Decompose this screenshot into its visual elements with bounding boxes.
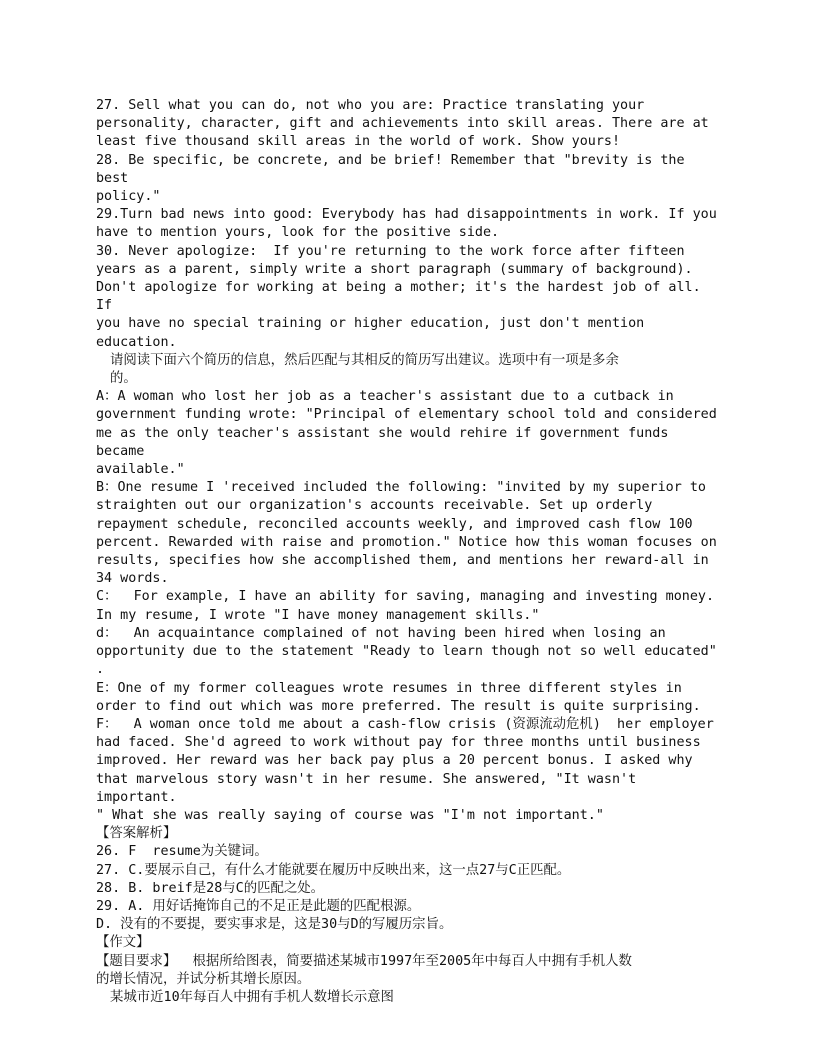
tip-29: 29.Turn bad news into good: Everybody has had disappointments in work. If you have to mention yours, look for the positive side. [96,207,717,241]
document-page [96,97,724,1007]
essay-requirement: 【题目要求】 根据所给图表，简要描述某城市1997年至2005年中每百人中拥有手机人数 的增长情况，并试分析其增长原因。 [96,953,632,987]
tip-28: 28. Be specific, be concrete, and be brief! Remember that "brevity is the best policy." [96,152,685,205]
tip-30: 30. Never apologize: If you're returning to the work force after fifteen years as a parent, simply write a short paragraph (summary of background). Don't apologize for working at being a mother; it's the hardest job of all. If you have no special training or higher education, just don't mention education. [96,243,701,350]
option-a: A：A woman who lost her job as a teacher's assistant due to a cutback in government funding wrote: "Principal of elementary school told and considered me as the only teacher's assistant she would rehire if government funds became available." [96,389,717,478]
chart-caption: 某城市近10年每百人中拥有手机人数增长示意图 [110,989,394,1005]
answer-heading: 【答案解析】 [96,826,177,842]
task-instruction: 请阅读下面六个简历的信息，然后匹配与其相反的简历写出建议。选项中有一项是多余 的。 [110,352,619,387]
option-d: d： An acquaintance complained of not having been hired when losing an opportunity due to the statement "Ready to learn though not so well educated" . [96,625,717,678]
option-c: C： For example, I have an ability for saving, managing and investing money. In my resume, I wrote "I have money management skills." [96,589,715,623]
answer-29: 29. A. 用好话掩饰自己的不足正是此题的匹配根源。 [96,898,421,914]
answer-26: 26. F resume为关键词。 [96,844,268,860]
essay-heading: 【作文】 [96,935,150,951]
answer-28: 28. B. breif是28与C的匹配之处。 [96,880,325,896]
option-b: B：One resume I 'received included the following: "invited by my superior to straighten out our organization's accounts receivable. Set up orderly repayment schedule, reconciled accounts weekly, and improved cash flow 100 percent. Rewarded with raise and promotion." Notice how this woman focuses on results, specifies how she accomplished them, and mentions her reward-all in 34 words. [96,480,717,587]
answer-30: D. 没有的不要提，要实事求是，这是30与D的写履历宗旨。 [96,917,453,933]
answer-27: 27. C.要展示自己，有什么才能就要在履历中反映出来，这一点27与C正匹配。 [96,862,571,878]
option-f: F： A woman once told me about a cash-flow crisis (资源流动危机) her employer had faced. She'd agreed to work without pay for three months until business improved. Her reward was her back pay plus a 20 percent bonus. I asked why that marvelous story wasn't in her resume. She answered, "It wasn't important. " What she was really saying of course was "I'm not important." [96,716,714,823]
option-e: E：One of my former colleagues wrote resumes in three different styles in order to find out which was more preferred. The result is quite surprising. [96,680,701,714]
tip-27: 27. Sell what you can do, not who you are: Practice translating your personality, character, gift and achievements into skill areas. There are at least five thousand skill areas in the world of work. Show yours! [96,98,709,150]
